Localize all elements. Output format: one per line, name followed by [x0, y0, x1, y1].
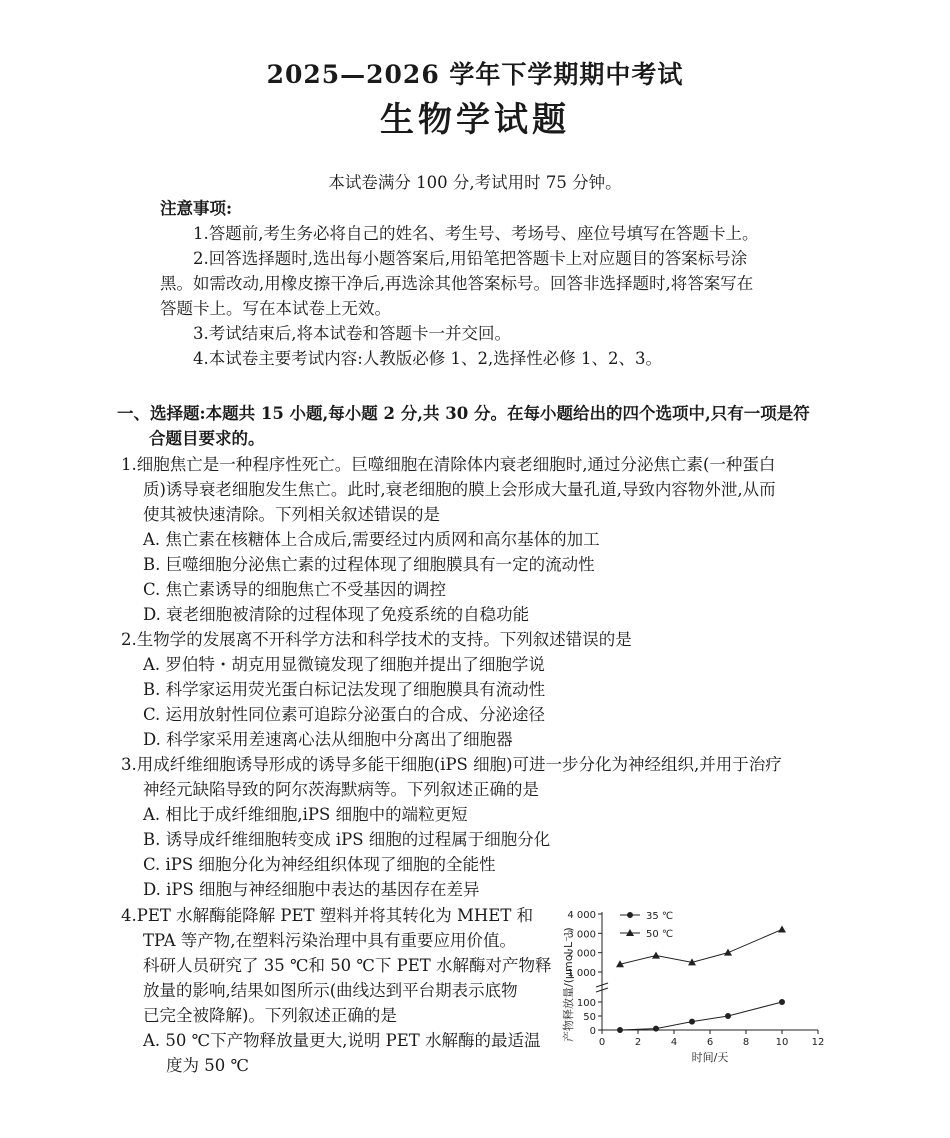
data-point — [725, 1013, 731, 1019]
question-3-option-b: B. 诱导成纤维细胞转变成 iPS 细胞的过程属于细胞分化 — [143, 830, 551, 849]
y-tick-label: 1 000 — [567, 968, 596, 979]
notes-line: 4.本试卷主要考试内容:人教版必修 1、2,选择性必修 1、2、3。 — [193, 349, 663, 368]
notes-line: 2.回答选择题时,选出每小题答案后,用铅笔把答题卡上对应题目的答案标号涂 — [193, 249, 748, 268]
notes-line: 1.答题前,考生务必将自己的姓名、考生号、考场号、座位号填写在答题卡上。 — [193, 224, 759, 243]
chart-ylabel: 产物释放量/(μmol·L⁻¹) — [562, 927, 575, 1042]
question-4-stem: 科研人员研究了 35 ℃和 50 ℃下 PET 水解酶对产物释 — [143, 956, 552, 975]
x-tick-label: 2 — [634, 1037, 642, 1048]
question-3-stem: 3.用成纤维细胞诱导形成的诱导多能干细胞(iPS 细胞)可进一步分化为神经组织,并用于治疗 — [121, 755, 782, 774]
x-tick-label: 8 — [742, 1037, 750, 1048]
question-4-stem: 放量的影响,结果如图所示(曲线达到平台期表示底物 — [143, 981, 518, 1000]
data-point — [653, 1026, 659, 1032]
legend-marker — [627, 912, 633, 918]
question-3-option-c: C. iPS 细胞分化为神经组织体现了细胞的全能性 — [143, 855, 496, 874]
question-2-option-c: C. 运用放射性同位素可追踪分泌蛋白的合成、分泌途径 — [143, 705, 546, 724]
data-point — [778, 925, 786, 932]
x-tick-label: 10 — [775, 1037, 789, 1048]
question-1-option-d: D. 衰老细胞被清除的过程体现了免疫系统的自稳功能 — [143, 605, 530, 624]
data-point — [617, 1027, 623, 1033]
question-2-option-b: B. 科学家运用荧光蛋白标记法发现了细胞膜具有流动性 — [143, 680, 546, 699]
notes-heading: 注意事项: — [160, 199, 233, 218]
data-point — [724, 949, 732, 956]
x-tick-label: 12 — [811, 1037, 825, 1048]
question-1-stem: 使其被快速清除。下列相关叙述错误的是 — [143, 505, 440, 524]
section-heading-cont: 合题目要求的。 — [149, 429, 265, 448]
question-4-option-a-cont: 度为 50 ℃ — [166, 1056, 249, 1075]
question-3-option-a: A. 相比于成纤维细胞,iPS 细胞中的端粒更短 — [143, 805, 468, 824]
question-4-option-a: A. 50 ℃下产物释放量更大,说明 PET 水解酶的最适温 — [143, 1031, 541, 1050]
product-release-chart — [552, 897, 832, 1069]
question-1-stem: 质)诱导衰老细胞发生焦亡。此时,衰老细胞的膜上会形成大量孔道,导致内容物外泄,从而 — [143, 480, 776, 499]
question-1-option-a: A. 焦亡素在核糖体上合成后,需要经过内质网和高尔基体的加工 — [143, 530, 600, 549]
exam-title: 2025—2026 学年下学期期中考试 — [266, 60, 684, 89]
x-tick-label: 4 — [670, 1037, 678, 1048]
x-tick-label: 6 — [706, 1037, 714, 1048]
exam-subtitle: 生物学试题 — [380, 100, 570, 140]
question-1-option-b: B. 巨噬细胞分泌焦亡素的过程体现了细胞膜具有一定的流动性 — [143, 555, 595, 574]
y-tick-label: 0 — [589, 1026, 596, 1037]
y-tick-label: 50 — [583, 1012, 596, 1023]
y-tick-label: 4 000 — [567, 910, 596, 921]
question-2-option-a: A. 罗伯特・胡克用显微镜发现了细胞并提出了细胞学说 — [143, 655, 545, 674]
data-point — [779, 999, 785, 1005]
question-1-option-c: C. 焦亡素诱导的细胞焦亡不受基因的调控 — [143, 580, 447, 599]
legend-label: 50 ℃ — [646, 929, 674, 940]
notes-line: 黑。如需改动,用橡皮擦干净后,再选涂其他答案标号。回答非选择题时,将答案写在 — [160, 274, 754, 293]
question-1-stem: 1.细胞焦亡是一种程序性死亡。巨噬细胞在清除体内衰老细胞时,通过分泌焦亡素(一种蛋白 — [121, 455, 776, 474]
question-4-stem: TPA 等产物,在塑料污染治理中具有重要应用价值。 — [143, 931, 516, 950]
question-2-stem: 2.生物学的发展离不开科学方法和科学技术的支持。下列叙述错误的是 — [121, 630, 632, 649]
series-line-0 — [620, 1002, 782, 1030]
exam-intro: 本试卷满分 100 分,考试用时 75 分钟。 — [328, 173, 622, 192]
question-4-stem: 4.PET 水解酶能降解 PET 塑料并将其转化为 MHET 和 — [121, 906, 534, 925]
series-line-1 — [620, 929, 782, 964]
y-tick-label: 2 000 — [567, 948, 596, 960]
legend-label: 35 ℃ — [646, 911, 674, 922]
y-tick-label: 3 000 — [567, 929, 596, 941]
data-point — [652, 952, 660, 959]
x-tick-label: 0 — [598, 1037, 606, 1048]
question-3-stem: 神经元缺陷导致的阿尔茨海默病等。下列叙述正确的是 — [143, 780, 539, 799]
y-tick-label: 100 — [576, 998, 596, 1009]
section-heading: 一、选择题:本题共 15 小题,每小题 2 分,共 30 分。在每小题给出的四个选项中,只有一项是符 — [117, 404, 810, 423]
data-point — [689, 1019, 695, 1025]
question-3-option-d: D. iPS 细胞与神经细胞中表达的基因存在差异 — [143, 880, 480, 899]
notes-line: 答题卡上。写在本试卷上无效。 — [160, 299, 391, 318]
question-4-stem: 已完全被降解)。下列叙述正确的是 — [143, 1006, 397, 1025]
chart-xlabel: 时间/天 — [691, 1051, 729, 1064]
question-2-option-d: D. 科学家采用差速离心法从细胞中分离出了细胞器 — [143, 730, 513, 749]
notes-line: 3.考试结束后,将本试卷和答题卡一并交回。 — [193, 324, 511, 343]
